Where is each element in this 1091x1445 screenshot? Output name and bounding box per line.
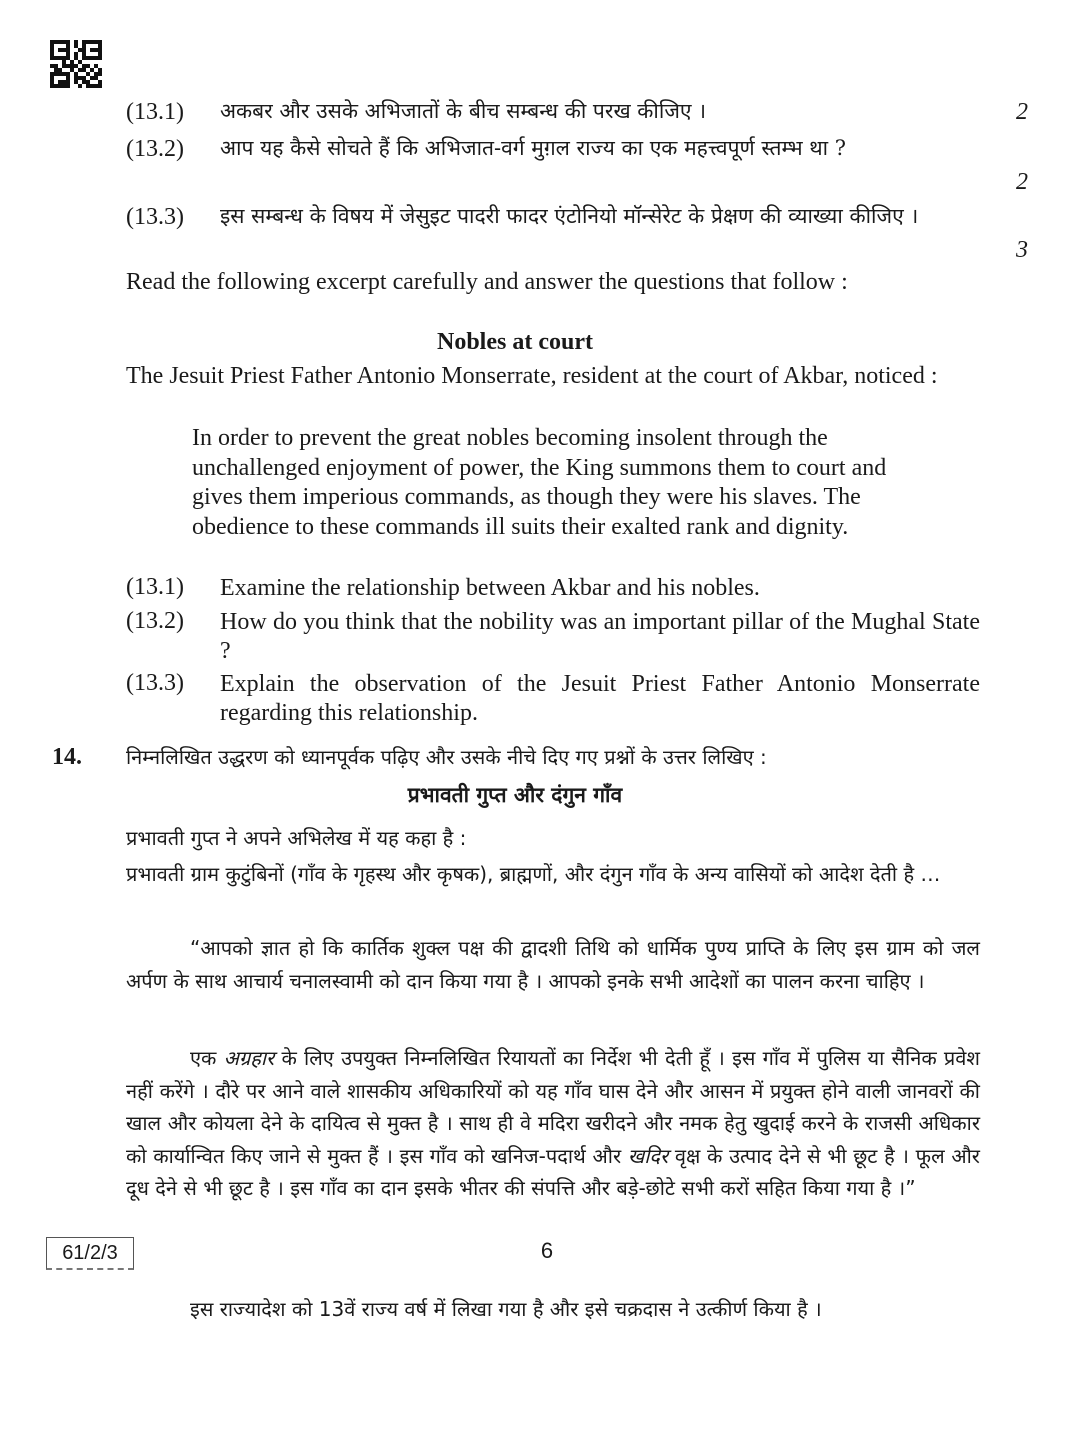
q14-line2: प्रभावती ग्राम कुटुंबिनों (गाँव के गृहस्थ और कृषक), ब्राह्मणों, और दंगुन गाँव के अन्य वासियों को आदेश देती है …: [126, 862, 941, 886]
marks: 2: [1016, 169, 1028, 195]
q14-paragraph-2: [126, 1042, 980, 1205]
subquestion-number: (13.3): [126, 204, 184, 230]
subquestion-text: अकबर और उसके अभिजातों के बीच सम्बन्ध की परख कीजिए ।: [220, 99, 707, 123]
page-number: 6: [540, 1238, 554, 1263]
subquestion-number: (13.1): [126, 99, 184, 125]
q14-paragraph-1: “आपको ज्ञात हो कि कार्तिक शुक्ल पक्ष की द्वादशी तिथि को धार्मिक पुण्य प्राप्ति के लिए इस ग्राम को जल अर्पण के साथ आचार्य चनालस्वामी को दान किया गया है । आपको इनके सभी आदेशों का पालन करना चाहिए ।: [126, 936, 980, 993]
paper-code: 61/2/3: [46, 1237, 134, 1270]
q14-instruction: निम्नलिखित उद्धरण को ध्यानपूर्वक पढ़िए और उसके नीचे दिए गए प्रश्नों के उत्तर लिखिए :: [126, 745, 767, 769]
paragraph-text: एक: [190, 1046, 224, 1070]
q14-line1: प्रभावती गुप्त ने अपने अभिलेख में यह कहा है :: [126, 826, 467, 850]
english-heading: Nobles at court: [437, 329, 593, 355]
paragraph-text: वृक्ष के उत्पाद देने से भी छूट है । फूल और दूध देने से भी छूट है । इस गाँव का दान इसके भीतर की संपत्ति और बड़े-छोटे सभी करों सहित किया गया है ।”: [126, 1143, 980, 1200]
subquestion-text: आप यह कैसे सोचते हैं कि अभिजात-वर्ग मुग़ल राज्य का एक महत्त्वपूर्ण स्तम्भ था ?: [220, 136, 847, 160]
q14-heading: प्रभावती गुप्त और दंगुन गाँव: [407, 783, 623, 807]
subquestion-number: (13.2): [126, 608, 184, 634]
khadir-term: खदिर: [627, 1143, 669, 1168]
marks: 2: [1016, 99, 1028, 125]
english-intro: The Jesuit Priest Father Antonio Monserrate, resident at the court of Akbar, noticed :: [126, 363, 938, 389]
english-instruction: Read the following excerpt carefully and answer the questions that follow :: [126, 269, 848, 295]
q14-paragraph-3: इस राज्यादेश को 13वें राज्य वर्ष में लिखा गया है और इसे चक्रदास ने उत्कीर्ण किया है ।: [190, 1297, 822, 1321]
subquestion-text: Explain the observation of the Jesuit Priest Father Antonio Monserrate regarding this relationship.: [220, 671, 980, 726]
marks: 3: [1016, 237, 1028, 263]
agrahara-term: अग्रहार: [223, 1046, 275, 1070]
subquestion-number: (13.2): [126, 136, 184, 162]
subquestion-text: इस सम्बन्ध के विषय में जेसुइट पादरी फादर एंटोनियो मॉन्सेरेट के प्रेक्षण की व्याख्या कीजिए ।: [220, 204, 919, 228]
subquestion-text: Examine the relationship between Akbar and his nobles.: [220, 575, 760, 601]
qr-code-icon: [50, 40, 102, 90]
paragraph-text: के लिए उपयुक्त निम्नलिखित रियायतों का निर्देश भी देती हूँ । इस गाँव में पुलिस या सैनिक प्रवेश नहीं करेंगे । दौरे पर आने वाले शासकीय अधिकारियों को यह गाँव घास देने और आसन में प्रयुक्त होने वाली जानवरों की खाल और कोयला देने के दायित्व से मुक्त है । साथ ही वे मदिरा खरीदने और नमक हेतु खुदाई करने के राजसी अधिकार को कार्यान्वित किए जाने से मुक्त हैं । इस गाँव को खनिज-पदार्थ और: [126, 1046, 981, 1168]
question-number: 14.: [52, 744, 82, 770]
subquestion-number: (13.3): [126, 670, 184, 696]
subquestion-number: (13.1): [126, 574, 184, 600]
english-quote: In order to prevent the great nobles becoming insolent through the unchallenged enjoyment of power, the King summons them to court and gives them imperious commands, as though they were his slaves. The obedience to these commands ill suits their exalted rank and dignity.: [192, 425, 887, 540]
subquestion-text: How do you think that the nobility was an important pillar of the Mughal State ?: [220, 609, 980, 664]
